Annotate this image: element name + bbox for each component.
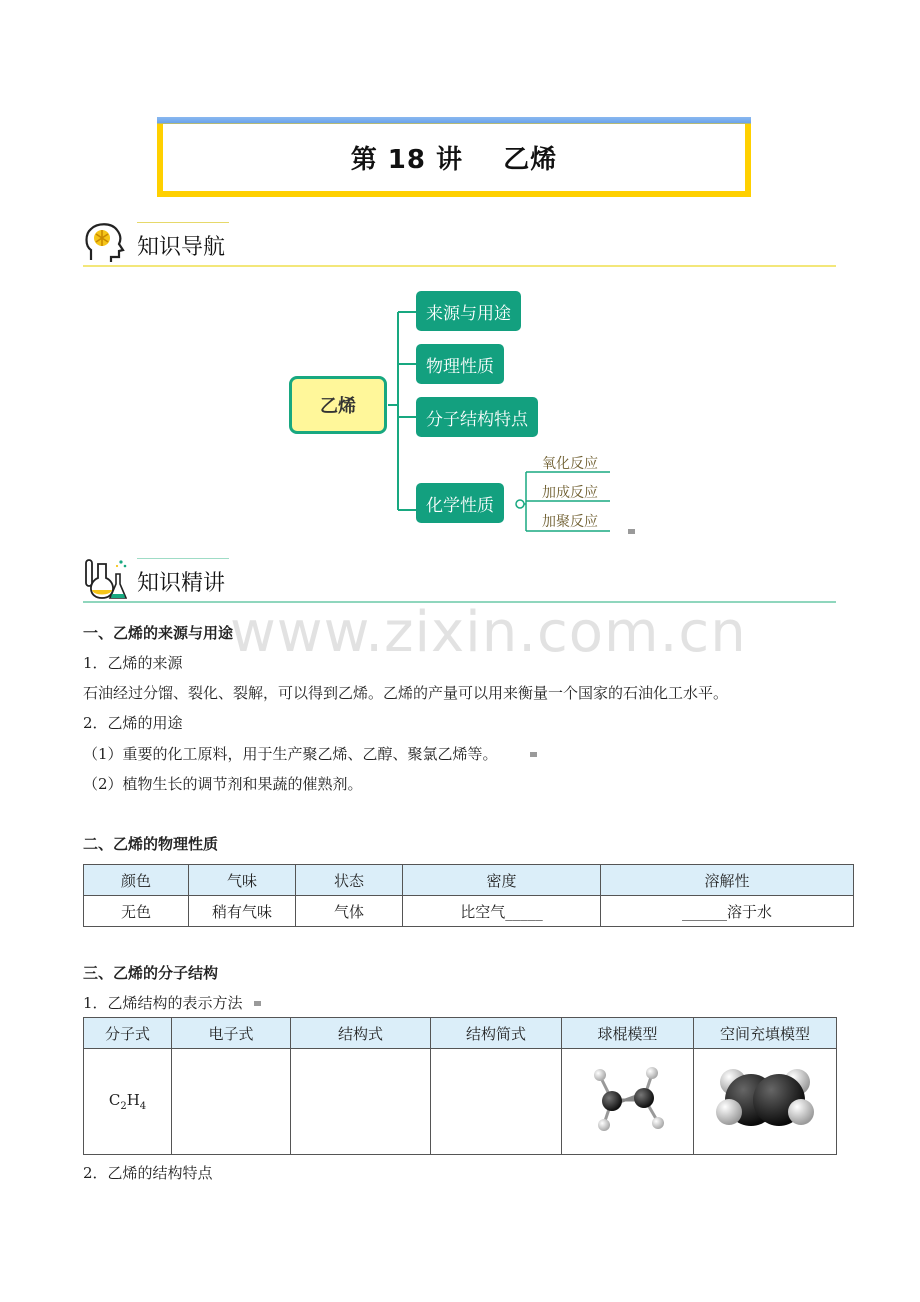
part3-subheading-features: 2．乙烯的结构特点 bbox=[83, 1164, 213, 1182]
mindmap-node-physical: 物理性质 bbox=[416, 344, 504, 384]
page-title: 第 18 讲 乙烯 bbox=[350, 145, 558, 175]
anchor-mark bbox=[530, 752, 537, 757]
table-cell: ______溶于水 bbox=[601, 896, 854, 927]
mindmap-leaf-polymerization: 加聚反应 bbox=[542, 514, 598, 530]
title-banner bbox=[157, 117, 751, 197]
table-header-cell: 球棍模型 bbox=[562, 1018, 694, 1049]
table-row bbox=[84, 1049, 837, 1155]
table-cell: 稍有气味 bbox=[189, 896, 296, 927]
molecular-formula-cell bbox=[84, 1049, 172, 1155]
part1-subheading-source: 1．乙烯的来源 bbox=[83, 654, 183, 672]
part1-use-1: （1）重要的化工原料，用于生产聚乙烯、乙醇、聚氯乙烯等。 bbox=[83, 745, 498, 763]
ball-stick-model-image bbox=[588, 1062, 668, 1138]
anchor-mark bbox=[628, 529, 635, 534]
watermark: www.zixin.com.cn bbox=[230, 600, 747, 665]
head-brain-icon bbox=[83, 220, 127, 266]
physical-properties-table bbox=[83, 864, 854, 927]
mindmap-node-chemical: 化学性质 bbox=[416, 483, 504, 523]
structural-formula-cell bbox=[291, 1049, 431, 1155]
mindmap-leaf-addition: 加成反应 bbox=[542, 485, 598, 501]
space-filling-model-image bbox=[713, 1062, 817, 1138]
mindmap-node-source-use: 来源与用途 bbox=[416, 291, 521, 331]
formula-c: C bbox=[108, 1091, 121, 1109]
mindmap-node-structure: 分子结构特点 bbox=[416, 397, 538, 437]
formula-sub-2: 2 bbox=[120, 1101, 127, 1112]
section-title: 知识导航 bbox=[137, 235, 226, 260]
mindmap-leaf-oxidation: 氧化反应 bbox=[542, 456, 598, 472]
condensed-formula-cell bbox=[431, 1049, 562, 1155]
electron-formula-cell bbox=[172, 1049, 291, 1155]
table-header-cell: 电子式 bbox=[172, 1018, 291, 1049]
formula-sub-4: 4 bbox=[139, 1101, 147, 1112]
part2-heading: 二、乙烯的物理性质 bbox=[83, 835, 219, 853]
flask-icon bbox=[83, 556, 127, 602]
table-header-row bbox=[84, 865, 854, 896]
section-title: 知识精讲 bbox=[137, 571, 226, 596]
ball-stick-cell bbox=[562, 1049, 694, 1155]
table-cell: 比空气_____ bbox=[403, 896, 601, 927]
table-row bbox=[84, 896, 854, 927]
section-header-lecture bbox=[83, 556, 836, 604]
structure-table bbox=[83, 1017, 837, 1155]
table-cell: 气体 bbox=[296, 896, 403, 927]
table-header-cell: 结构简式 bbox=[431, 1018, 562, 1049]
table-header-cell: 结构式 bbox=[291, 1018, 431, 1049]
part1-use-2: （2）植物生长的调节剂和果蔬的催熟剂。 bbox=[83, 775, 363, 793]
table-header-cell: 分子式 bbox=[84, 1018, 172, 1049]
table-header-cell: 空间充填模型 bbox=[694, 1018, 837, 1049]
mindmap-center: 乙烯 bbox=[289, 376, 387, 434]
part1-source-text: 石油经过分馏、裂化、裂解，可以得到乙烯。乙烯的产量可以用来衡量一个国家的石油化工水平。 bbox=[83, 684, 729, 702]
table-header-cell: 密度 bbox=[403, 865, 601, 896]
formula-h: H bbox=[126, 1091, 140, 1109]
table-header-row bbox=[84, 1018, 837, 1049]
section-header-nav bbox=[83, 220, 836, 268]
table-header-cell: 状态 bbox=[296, 865, 403, 896]
table-header-cell: 颜色 bbox=[84, 865, 189, 896]
part3-subheading-representation: 1．乙烯结构的表示方法 bbox=[83, 994, 243, 1012]
part3-heading: 三、乙烯的分子结构 bbox=[83, 964, 219, 982]
table-header-cell: 气味 bbox=[189, 865, 296, 896]
anchor-mark bbox=[254, 1001, 261, 1006]
part1-heading: 一、乙烯的来源与用途 bbox=[83, 624, 234, 642]
table-cell: 无色 bbox=[84, 896, 189, 927]
table-header-cell: 溶解性 bbox=[601, 865, 854, 896]
part1-subheading-use: 2．乙烯的用途 bbox=[83, 714, 183, 732]
space-filling-cell bbox=[694, 1049, 837, 1155]
